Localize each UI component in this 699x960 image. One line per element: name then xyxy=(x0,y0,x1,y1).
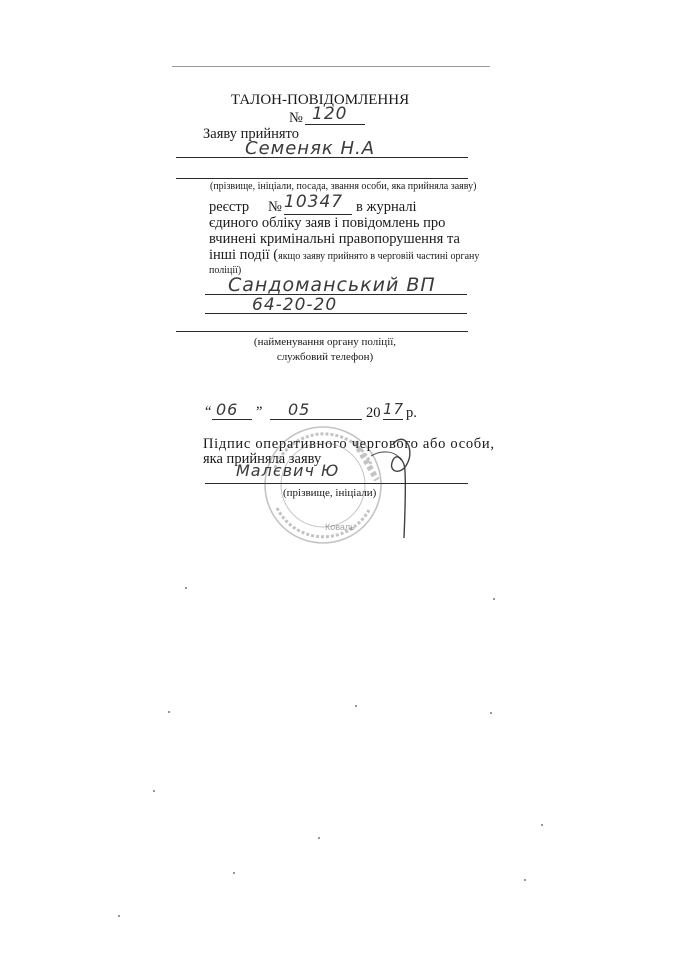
signature-line1: Підпис оперативного чергового або особи, xyxy=(203,436,495,452)
speck-8 xyxy=(541,824,543,826)
date-open-quote: “ xyxy=(205,404,212,420)
register-line3: вчинені кримінальні правопорушення та xyxy=(209,231,460,247)
accepted-by-caption: (прізвище, ініціали, посада, звання особи, яка прийняла заяву) xyxy=(210,181,477,192)
signature-caption: (прізвище, ініціали) xyxy=(283,487,377,499)
date-close-quote: ” xyxy=(256,404,263,420)
speck-6 xyxy=(153,790,155,792)
accepted-line-2 xyxy=(176,178,468,179)
date-year-suffix: 17 xyxy=(383,400,405,418)
date-month: 05 xyxy=(288,400,311,419)
stamp-text: Коваль xyxy=(325,522,355,532)
number-line xyxy=(305,124,365,125)
official-stamp xyxy=(255,420,425,550)
top-rule xyxy=(172,66,490,67)
register-line4-small: якщо заяву прийнято в черговій частині органу xyxy=(278,251,480,262)
register-line4 xyxy=(209,247,479,264)
signature-line2: яка прийняла заяву xyxy=(203,451,322,467)
date-day: 06 xyxy=(216,400,239,419)
date-day-line xyxy=(212,419,252,420)
number-label: № xyxy=(289,110,303,126)
number-value: 120 xyxy=(312,104,348,124)
document-title: ТАЛОН-ПОВІДОМЛЕННЯ xyxy=(230,92,410,108)
register-line1-suffix: в журналі xyxy=(356,199,417,215)
police-caption-line1: (найменування органу поліції, xyxy=(253,336,397,348)
police-caption-line2: службовий телефон) xyxy=(276,351,374,363)
police-unit-value: Сандоманський ВП xyxy=(228,274,436,296)
date-year-prefix: 20 xyxy=(366,405,381,421)
accepted-by-value: Семеняк Н.А xyxy=(245,138,376,159)
register-line2: єдиного обліку заяв і повідомлень про xyxy=(209,215,446,231)
speck-7 xyxy=(318,837,320,839)
speck-2 xyxy=(493,598,495,600)
police-line-2 xyxy=(205,313,467,314)
register-line4-main: інші події ( xyxy=(209,247,279,263)
accepted-line-1 xyxy=(176,157,468,158)
speck-1 xyxy=(185,587,187,589)
accepted-label: Заяву прийнято xyxy=(203,126,299,142)
police-phone-value: 64-20-20 xyxy=(252,295,338,315)
register-line5-small: поліції) xyxy=(209,265,242,276)
date-year-unit: р. xyxy=(406,405,417,421)
register-number-value: 10347 xyxy=(284,192,344,212)
police-line-3 xyxy=(176,331,468,332)
signature-name-value: Малєвич Ю xyxy=(236,461,340,480)
speck-11 xyxy=(118,915,120,917)
speck-4 xyxy=(490,712,492,714)
register-number-sign: № xyxy=(268,199,282,215)
speck-9 xyxy=(233,872,235,874)
speck-5 xyxy=(355,705,357,707)
speck-3 xyxy=(168,711,170,713)
speck-10 xyxy=(524,879,526,881)
register-prefix: реєстр xyxy=(209,199,250,215)
